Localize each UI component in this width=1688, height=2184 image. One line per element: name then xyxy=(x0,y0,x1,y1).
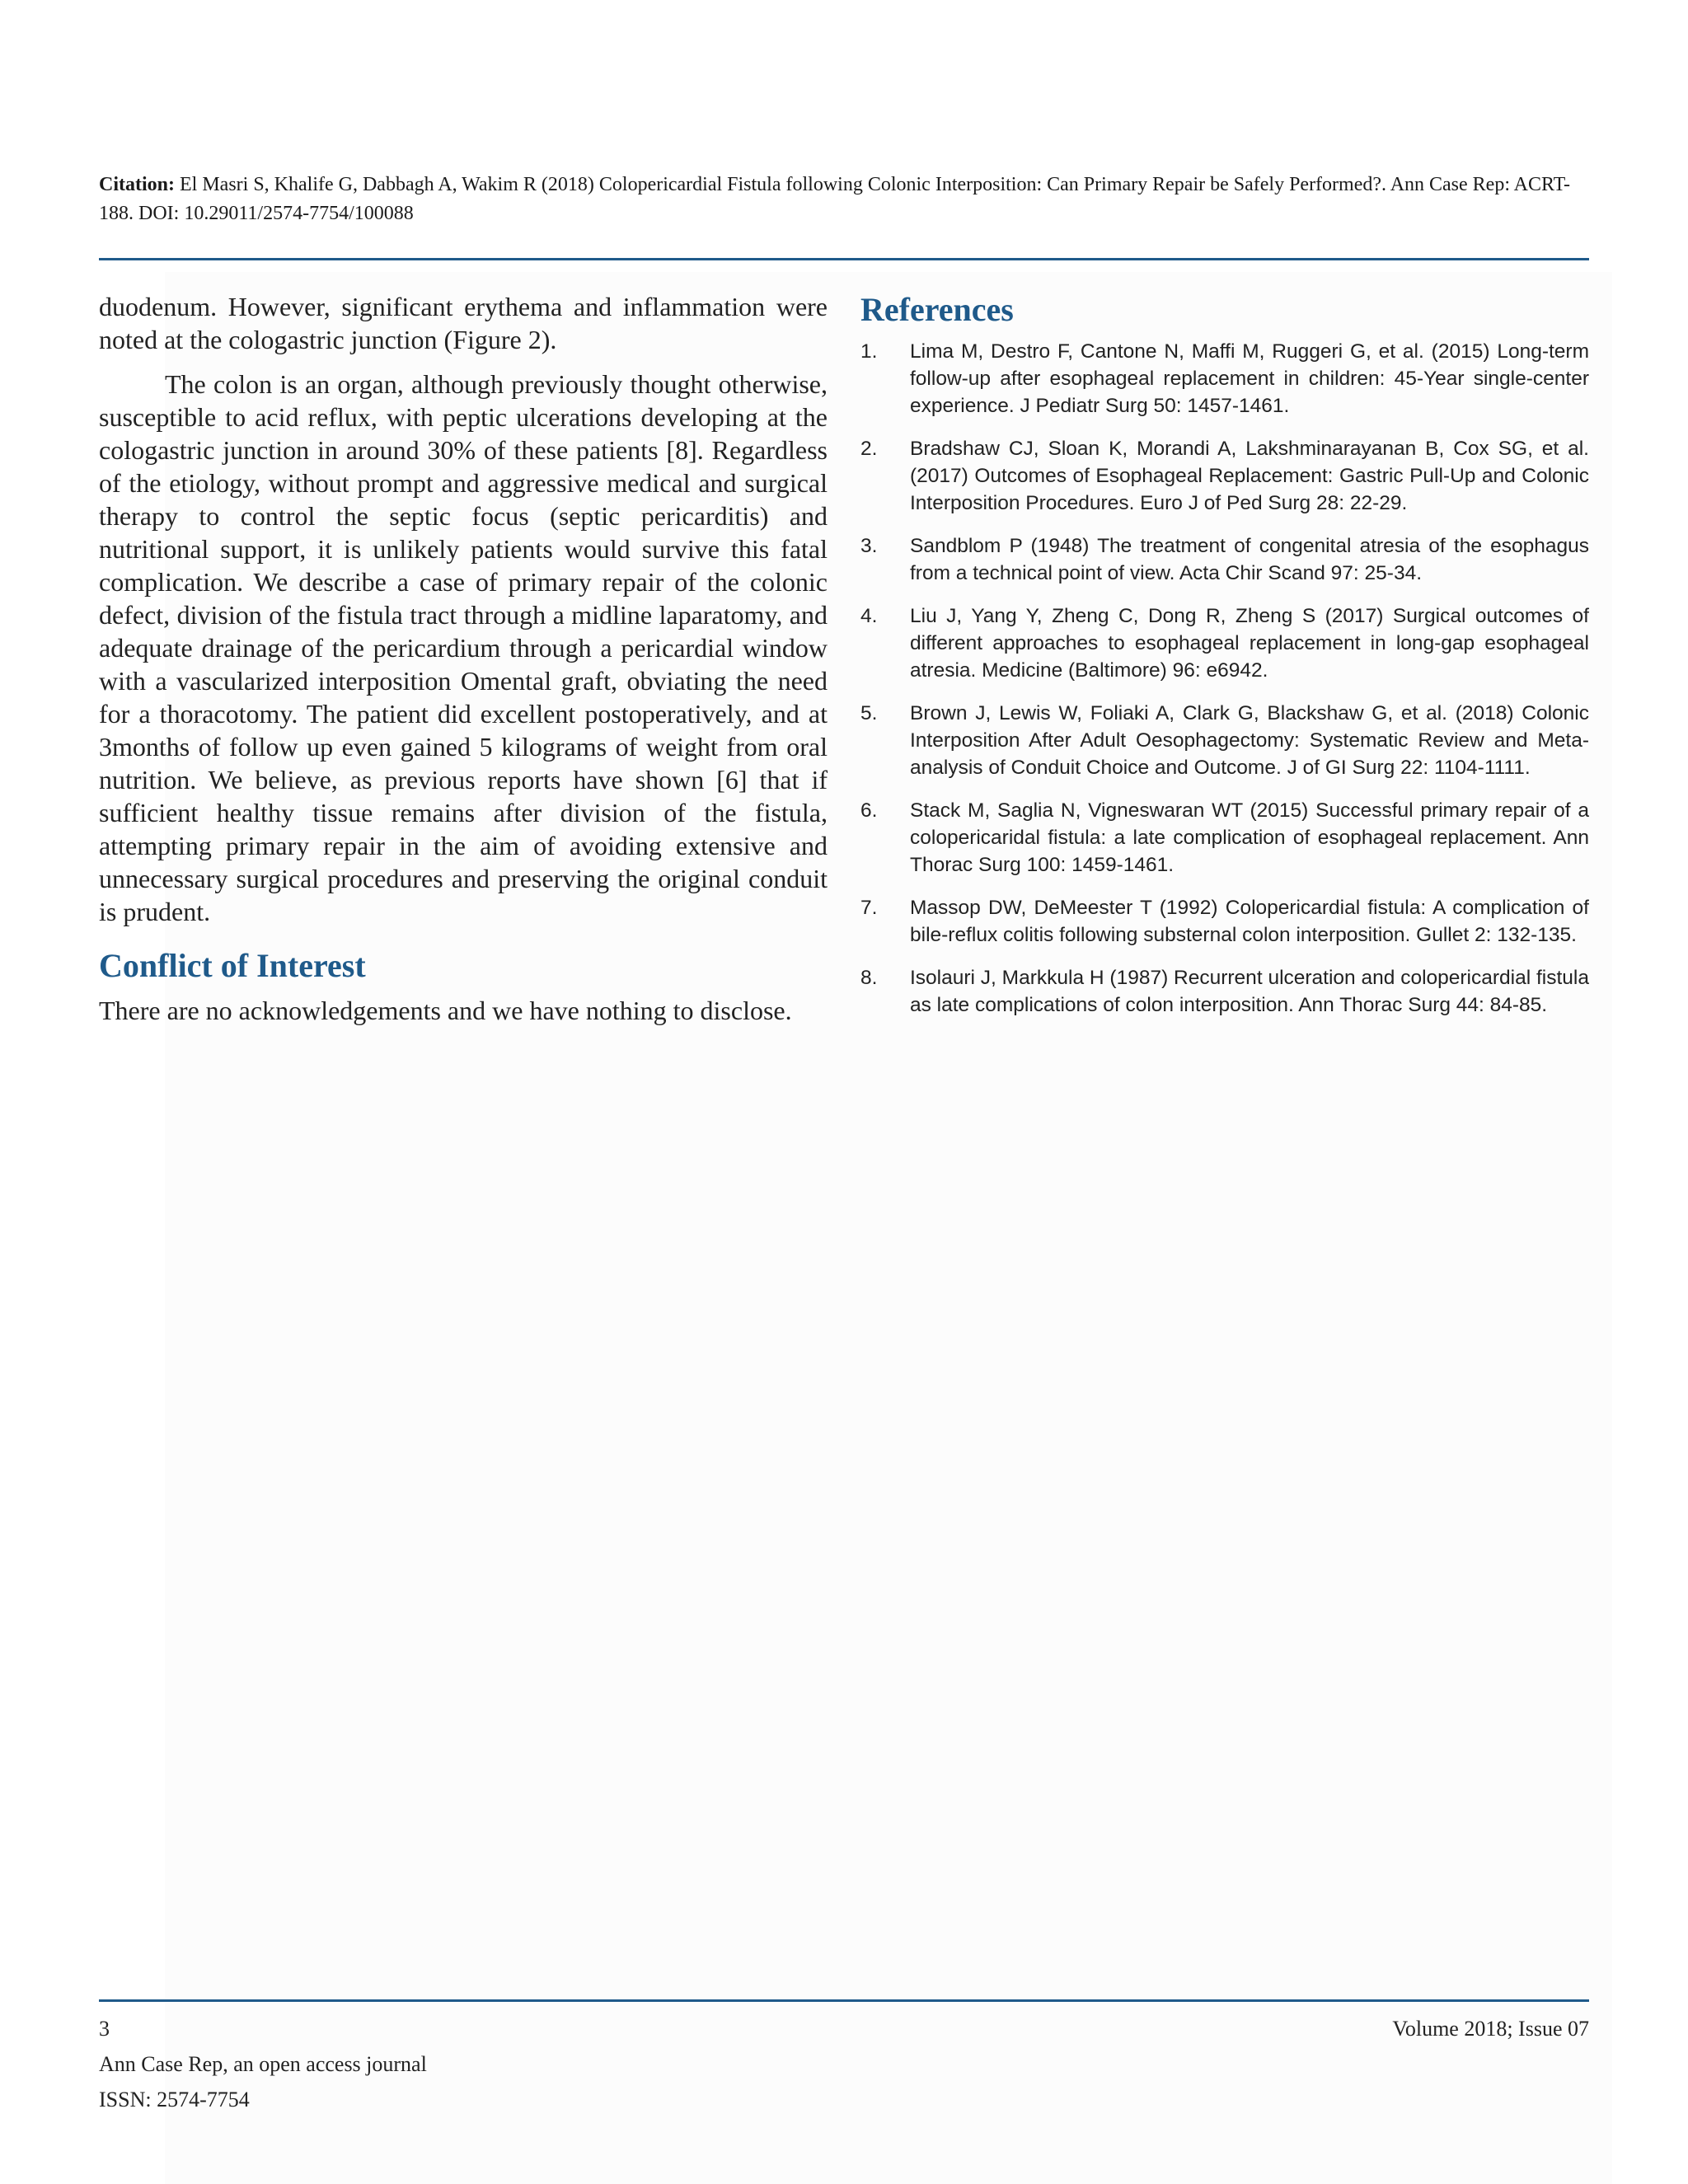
reference-item xyxy=(860,964,1589,1019)
reference-item xyxy=(860,700,1589,781)
references-section xyxy=(860,288,1589,1034)
reference-number: 5. xyxy=(860,702,878,724)
reference-item xyxy=(860,435,1589,517)
body-paragraph: The colon is an organ, although previously thought otherwise, susceptible to acid reflux, with peptic ulcerations developing at the cologastric junction in around 30% of these patients [8]. Regardless of the etiology, without prompt and aggressive medical and surgical therapy to control the septic focus (septic pericarditis) and nutritional support, it is unlikely patients would survive this fatal complication. We describe a case of primary repair of the colonic defect, division of the fistula tract through a midline laparatomy, and adequate drainage of the pericardium through a pericardial window with a vascularized interposition Omental graft, obviating the need for a thoracotomy. The patient did excellent postoperatively, and at 3months of follow up even gained 5 kilograms of weight from oral nutrition. We believe, as previous reports have shown [6] that if sufficient healthy tissue remains after division of the fistula, attempting primary repair in the aim of avoiding extensive and unnecessary surgical procedures and preserving the original conduit is prudent. xyxy=(99,369,828,926)
reference-number: 4. xyxy=(860,605,878,627)
reference-number: 2. xyxy=(860,438,878,460)
references-heading: References xyxy=(860,291,1014,328)
reference-item xyxy=(860,602,1589,684)
citation xyxy=(99,171,1589,228)
body-paragraph: duodenum. However, significant erythema and inflammation were noted at the cologastric junction (Figure 2). xyxy=(99,292,828,354)
reference-text: Lima M, Destro F, Cantone N, Maffi M, Ruggeri G, et al. (2015) Long-term follow-up after esophageal replacement in children: 45-Year single-center experience. J Pediatr Surg 50: 1457-1461. xyxy=(910,340,1589,417)
reference-number: 8. xyxy=(860,967,878,989)
reference-text: Massop DW, DeMeester T (1992) Colopericardial fistula: A complication of bile-reflux colitis following substernal colon interposition. Gullet 2: 132-135. xyxy=(910,897,1589,946)
left-column xyxy=(99,290,828,1027)
volume-issue: Volume 2018; Issue 07 xyxy=(1392,2017,1589,2041)
reference-list xyxy=(860,338,1589,1019)
reference-text: Brown J, Lewis W, Foliaki A, Clark G, Blackshaw G, et al. (2018) Colonic Interposition After Adult Oesophagectomy: Systematic Review and Meta-analysis of Conduit Choice and Outcome. J of GI Surg 22: 1104-1111. xyxy=(910,702,1589,779)
issn: ISSN: 2574-7754 xyxy=(99,2088,250,2111)
page-number: 3 xyxy=(99,2017,110,2041)
header-divider xyxy=(99,258,1589,260)
reference-number: 7. xyxy=(860,897,878,919)
reference-number: 1. xyxy=(860,340,878,363)
reference-item xyxy=(860,797,1589,879)
reference-text: Stack M, Saglia N, Vigneswaran WT (2015) Successful primary repair of a colopericaridal fistula: a late complication of esophageal replacement. Ann Thorac Surg 100: 1459-1461. xyxy=(910,799,1589,876)
reference-item xyxy=(860,532,1589,587)
reference-text: Sandblom P (1948) The treatment of congenital atresia of the esophagus from a technical point of view. Acta Chir Scand 97: 25-34. xyxy=(910,535,1589,584)
citation-text: El Masri S, Khalife G, Dabbagh A, Wakim R (2018) Colopericardial Fistula following Colonic Interposition: Can Primary Repair be Safely Performed?. Ann Case Rep: ACRT-188. DOI: 10.29011/2574-7754/100088 xyxy=(99,174,1571,224)
citation-label: Citation: xyxy=(99,174,175,195)
conflict-of-interest-text: There are no acknowledgements and we have nothing to disclose. xyxy=(99,996,792,1025)
reference-number: 3. xyxy=(860,535,878,557)
reference-number: 6. xyxy=(860,799,878,822)
reference-text: Liu J, Yang Y, Zheng C, Dong R, Zheng S (2017) Surgical outcomes of different approaches to esophageal replacement in long-gap esophageal atresia. Medicine (Baltimore) 96: e6942. xyxy=(910,605,1589,682)
reference-text: Bradshaw CJ, Sloan K, Morandi A, Lakshminarayanan B, Cox SG, et al. (2017) Outcomes of Esophageal Replacement: Gastric Pull-Up and Colonic Interposition Procedures. Euro J of Ped Surg 28: 22-29. xyxy=(910,438,1589,514)
footer-divider xyxy=(99,1999,1589,2002)
reference-text: Isolauri J, Markkula H (1987) Recurrent ulceration and colopericardial fistula as late complications of colon interposition. Ann Thorac Surg 44: 84-85. xyxy=(910,967,1589,1016)
journal-name: Ann Case Rep, an open access journal xyxy=(99,2052,427,2076)
reference-item xyxy=(860,894,1589,949)
conflict-of-interest-heading: Conflict of Interest xyxy=(99,947,366,984)
reference-item xyxy=(860,338,1589,419)
